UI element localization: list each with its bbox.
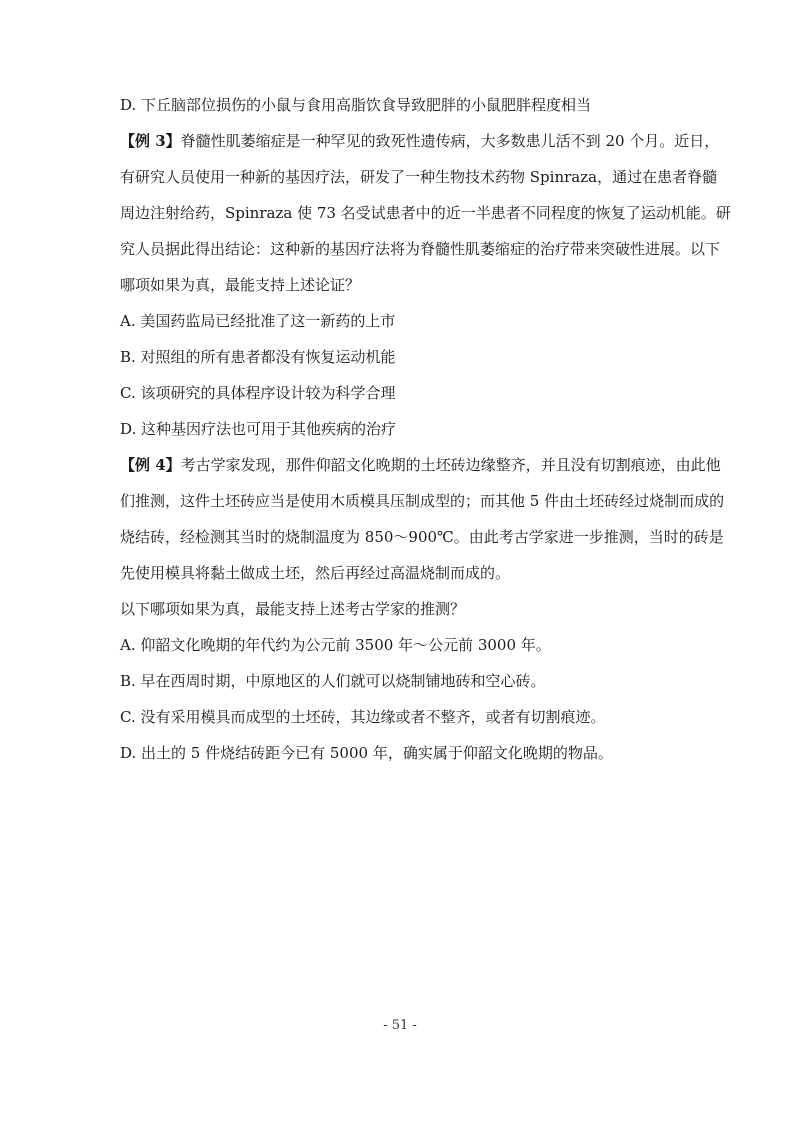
example-4-line-1 [120,455,721,475]
example-3-line-1 [120,131,720,151]
example-4 [120,455,725,763]
example-4-option-a: A. 仰韶文化晚期的年代约为公元前 3500 年～公元前 3000 年。 [120,636,551,654]
example-4-option-b: B. 早在西周时期，中原地区的人们就可以烧制铺地砖和空心砖。 [120,672,546,690]
page-number: - 51 - [383,1018,417,1033]
example-3-question: 哪项如果为真，最能支持上述论证？ [120,276,361,294]
example-3-option-a: A. 美国药监局已经批准了这一新药的上市 [120,312,396,330]
example-4-line-3: 烧结砖，经检测其当时的烧制温度为 850～900℃。由此考古学家进一步推测，当时的砖是 [120,528,724,546]
example-3-option-d: D. 这种基因疗法也可用于其他疾病的治疗 [120,420,397,438]
page-content [120,95,731,779]
example-4-tag: 【例 4】 [120,456,181,474]
example-3-line-3: 周边注射给药，Spinraza 使 73 名受试患者中的近一半患者不同程度的恢复了运动机能。研 [120,204,731,222]
example-3-line-2: 有研究人员使用一种新的基因疗法，研发了一种生物技术药物 Spinraza，通过在患者脊髓 [120,168,718,186]
example-4-text-1: 考古学家发现，那件仰韶文化晚期的土坯砖边缘整齐，并且没有切割痕迹，由此他 [180,456,721,474]
example-3 [120,131,731,439]
example-3-line-4: 究人员据此得出结论：这种新的基因疗法将为脊髓性肌萎缩症的治疗带来突破性进展。以下 [120,240,721,258]
example-4-line-4: 先使用模具将黏土做成土坯，然后再经过高温烧制而成的。 [120,564,511,582]
example-4-option-d: D. 出土的 5 件烧结砖距今已有 5000 年，确实属于仰韶文化晚期的物品。 [120,744,613,762]
example-3-option-c: C. 该项研究的具体程序设计较为科学合理 [120,384,396,402]
prev-option-d: D. 下丘脑部位损伤的小鼠与食用高脂饮食导致肥胖的小鼠肥胖程度相当 [120,96,592,114]
example-4-line-2: 们推测，这件土坯砖应当是使用木质模具压制成型的；而其他 5 件由土坯砖经过烧制而成的 [120,492,725,510]
example-3-tag: 【例 3】 [120,132,181,150]
example-3-text-1: 脊髓性肌萎缩症是一种罕见的致死性遗传病，大多数患儿活不到 20 个月。近日， [180,132,720,150]
example-3-option-b: B. 对照组的所有患者都没有恢复运动机能 [120,348,396,366]
example-4-option-c: C. 没有采用模具而成型的土坯砖，其边缘或者不整齐，或者有切割痕迹。 [120,708,606,726]
example-4-question: 以下哪项如果为真，最能支持上述考古学家的推测？ [120,600,466,618]
